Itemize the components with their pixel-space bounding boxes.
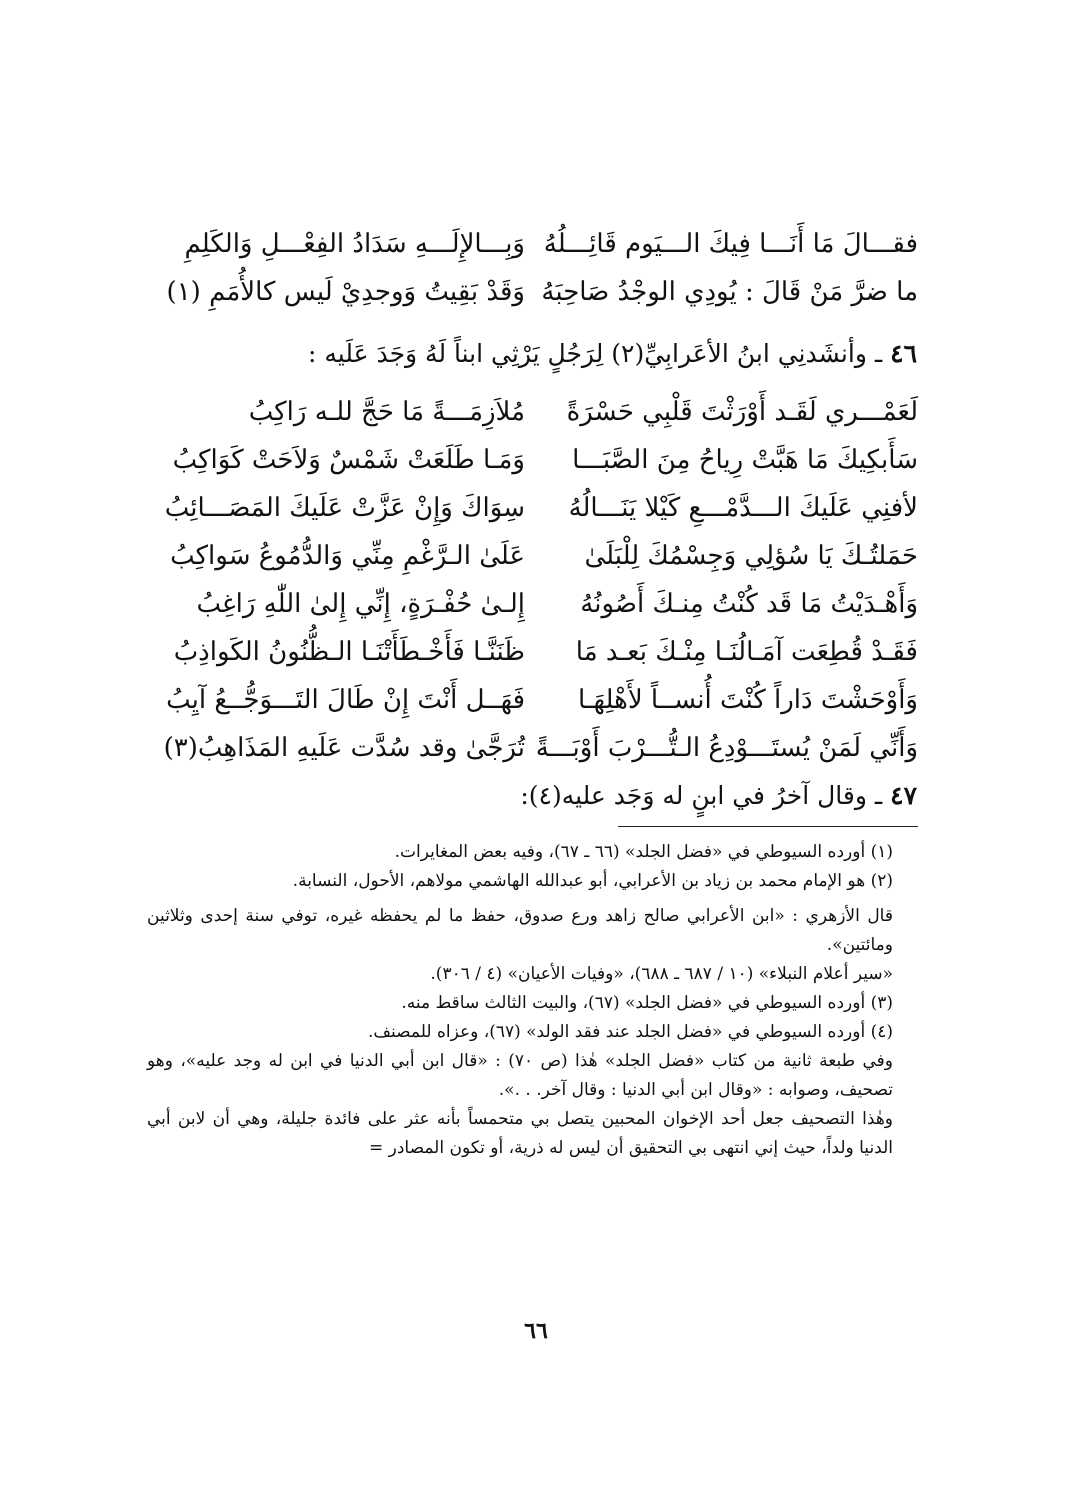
footnotes [147,838,917,1163]
verse-second-hemistich: سِوَاكَ وَإِنْ عَزَّتْ عَلَيكَ المَصَـــائِبُ [164,493,525,523]
verse-second-hemistich: عَلَىٰ الـرَّغْمِ مِنِّي وَالدُّمُوعُ سَواكِبُ [170,541,525,571]
verse-first-hemistich: سَأَبكِيكَ مَا هَبَّتْ رِياحُ مِنَ الصَّبَـــا [572,445,918,475]
verse-block-46 [163,388,918,772]
footnote-separator [618,826,918,827]
verse-second-hemistich: وَبِـــالإِلَـــهِ سَدَادُ الفِعْـــلِ وَالكَلِمِ [184,229,525,259]
verse-line [173,628,918,676]
footnote: وهٰذا التصحيف جعل أحد الإخوان المحبين يتصل بي متحمساً بأنه عثر على فائدة جليلة، وهي أن لابن أبي الدنيا ولداً، حيث إني انتهى بي التحقيق أن ليس له ذرية، أو تكون المصادر = [147,1109,893,1158]
footnote: (٤) أورده السيوطي في «فضل الجلد عند فقد الولد» (٦٧)، وعزاه للمصنف. [368,1022,893,1042]
verse-line [166,268,918,316]
footnote: (٢) هو الإمام محمد بن زياد بن الأعرابي، أبو عبدالله الهاشمي مولاهم، الأحول، النسابة. [292,871,893,891]
footnote: «سير أعلام النبلاء» (١٠ / ٦٨٧ ـ ٦٨٨)، «وفيات الأعيان» (٤ / ٣٠٦). [430,964,893,984]
verse-block-top [166,220,918,316]
verse-first-hemistich: لَعَمْـــري لَقَـد أَوْرَثْتَ قَلْبِي حَسْرَةً [566,397,918,427]
verse-first-hemistich: وَأَنِّي لَمَنْ يُستَـــوْدِعُ الـتُّـــرْبَ أَوْبَـــةً [535,733,918,763]
verse-second-hemistich: مُلاَزِمَـــةً مَا حَجَّ للـه رَاكِبُ [248,397,525,427]
verse-second-hemistich: وَمَـا طَلَعَتْ شَمْسٌ وَلاَحَتْ كَوَاكِبُ [172,445,525,475]
verse-line [170,532,918,580]
footnote: (١) أورده السيوطي في «فضل الجلد» (٦٦ ـ ٦٧)، وفيه بعض المغايرات. [394,842,893,862]
verse-first-hemistich: لأفنِي عَلَيكَ الـــدَّمْـــعِ كَيْلا يَنَـــالُهُ [568,493,918,523]
verse-first-hemistich: فقـــالَ مَا أَنَـــا فِيكَ الـــيَوم قَائِـــلُهُ [543,229,918,259]
verse-line [164,484,918,532]
page-number: ٦٦ [524,1318,548,1344]
verse-second-hemistich: وَقَدْ بَقِيتُ وَوجدِيْ لَيس كالأُمَمِ (١) [166,277,525,307]
verse-second-hemistich: فَهَــل أَنْتَ إِنْ طَالَ التَـــوَجُّــعُ آيِبُ [166,685,525,715]
section-heading-text: ـ وقال آخرُ في ابنٍ له وَجَد عليه(٤): [520,781,883,810]
verse-line [180,388,918,436]
section-heading-47 [157,776,917,816]
verse-first-hemistich: وَأَهْـدَيْتُ مَا قَد كُنْتُ مِنـكَ أَصُونُهُ [580,589,918,619]
verse-line [163,724,918,772]
verse-line [180,220,918,268]
verse-first-hemistich: فَقَـدْ قُطِعَت آمَـالُنَـا مِنْـكَ بَعـد مَا [575,637,918,667]
verse-line [180,580,918,628]
verse-first-hemistich: وَأَوْحَشْتَ دَاراً كُنْتَ أُنســاً لأَهْلِهَـا [577,685,918,715]
verse-first-hemistich: حَمَلتُـكَ يَا سُؤلِي وَجِسْمُكَ لِلْبَلَىٰ [584,541,918,571]
verse-second-hemistich: تُرَجَّىٰ وقد سُدَّت عَلَيهِ المَذَاهِبُ(٣) [163,733,525,763]
verse-line [166,676,918,724]
verse-second-hemistich: إِلـىٰ حُفْـرَةٍ، إِنِّي إِلىٰ اللّٰهِ رَاغِبُ [196,589,525,619]
footnote: وفي طبعة ثانية من كتاب «فضل الجلد» هٰذا (ص ٧٠) : «قال ابن أبي الدنيا في ابن له وجد عليه»، وهو تصحيف، وصوابه : «وقال ابن أبي الدنيا : وقال آخر. . .». [147,1051,894,1100]
section-number: ٤٦ [890,339,917,368]
verse-first-hemistich: ما ضرَّ مَنْ قَالَ : يُودِي الوجْدُ صَاحِبَهُ [541,277,918,307]
footnote: (٣) أورده السيوطي في «فضل الجلد» (٦٧)، والبيت الثالث ساقط منه. [401,993,893,1013]
footnote: قال الأزهري : «ابن الأعرابي صالح زاهد ورع صدوق، حفظ ما لم يحفظه غيره، توفي سنة إحدى وثلاثين ومائتين». [147,906,893,955]
section-number: ٤٧ [890,781,917,810]
verse-line [172,436,918,484]
verse-second-hemistich: ظَنَنَّـا فَأَخْـطَأَتْنَـا الـظُّنُونُ الكَواذِبُ [173,637,525,667]
section-heading-46 [157,334,917,374]
section-heading-text: ـ وأنشَدنِي ابنُ الأعَرابِيِّ(٢) لِرَجُلٍ يَرْثِي ابناً لَهُ وَجَدَ عَلَيه : [308,339,883,368]
